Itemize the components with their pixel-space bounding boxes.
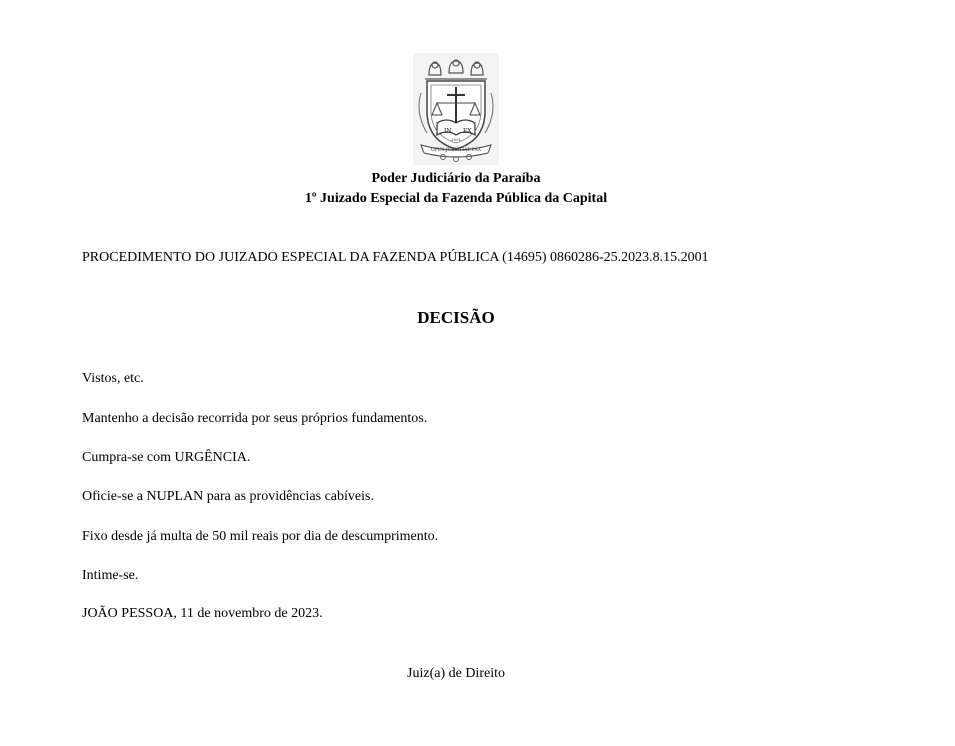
document-title: DECISÃO (417, 308, 495, 327)
paragraph: Vistos, etc. (82, 371, 144, 386)
signature-label: Juiz(a) de Direito (407, 666, 505, 681)
svg-text:IN: IN (444, 128, 452, 135)
date-location: JOÃO PESSOA, 11 de novembro de 2023. (82, 606, 323, 621)
court-name: 1º Juizado Especial da Fazenda Pública da Capital (304, 191, 608, 206)
paragraph: Fixo desde já multa de 50 mil reais por dia de descumprimento. (82, 529, 439, 544)
coat-of-arms-icon (413, 53, 499, 165)
procedure-number: PROCEDIMENTO DO JUIZADO ESPECIAL DA FAZENDA PÚBLICA (14695) 0860286-25.2023.8.15.2001 (82, 250, 709, 265)
paragraph: Mantenho a decisão recorrida por seus próprios fundamentos. (82, 411, 428, 426)
paragraph: Intime-se. (82, 568, 139, 583)
paragraph: Oficie-se a NUPLAN para as providências cabíveis. (82, 489, 374, 504)
svg-text:OPUS JUSTITIAE PAX: OPUS JUSTITIAE PAX (430, 148, 482, 153)
paragraph: Cumpra-se com URGÊNCIA. (82, 450, 251, 465)
svg-text:1891: 1891 (450, 137, 462, 142)
institution-name: Poder Judiciário da Paraíba (371, 171, 541, 186)
svg-text:EX: EX (463, 128, 472, 135)
